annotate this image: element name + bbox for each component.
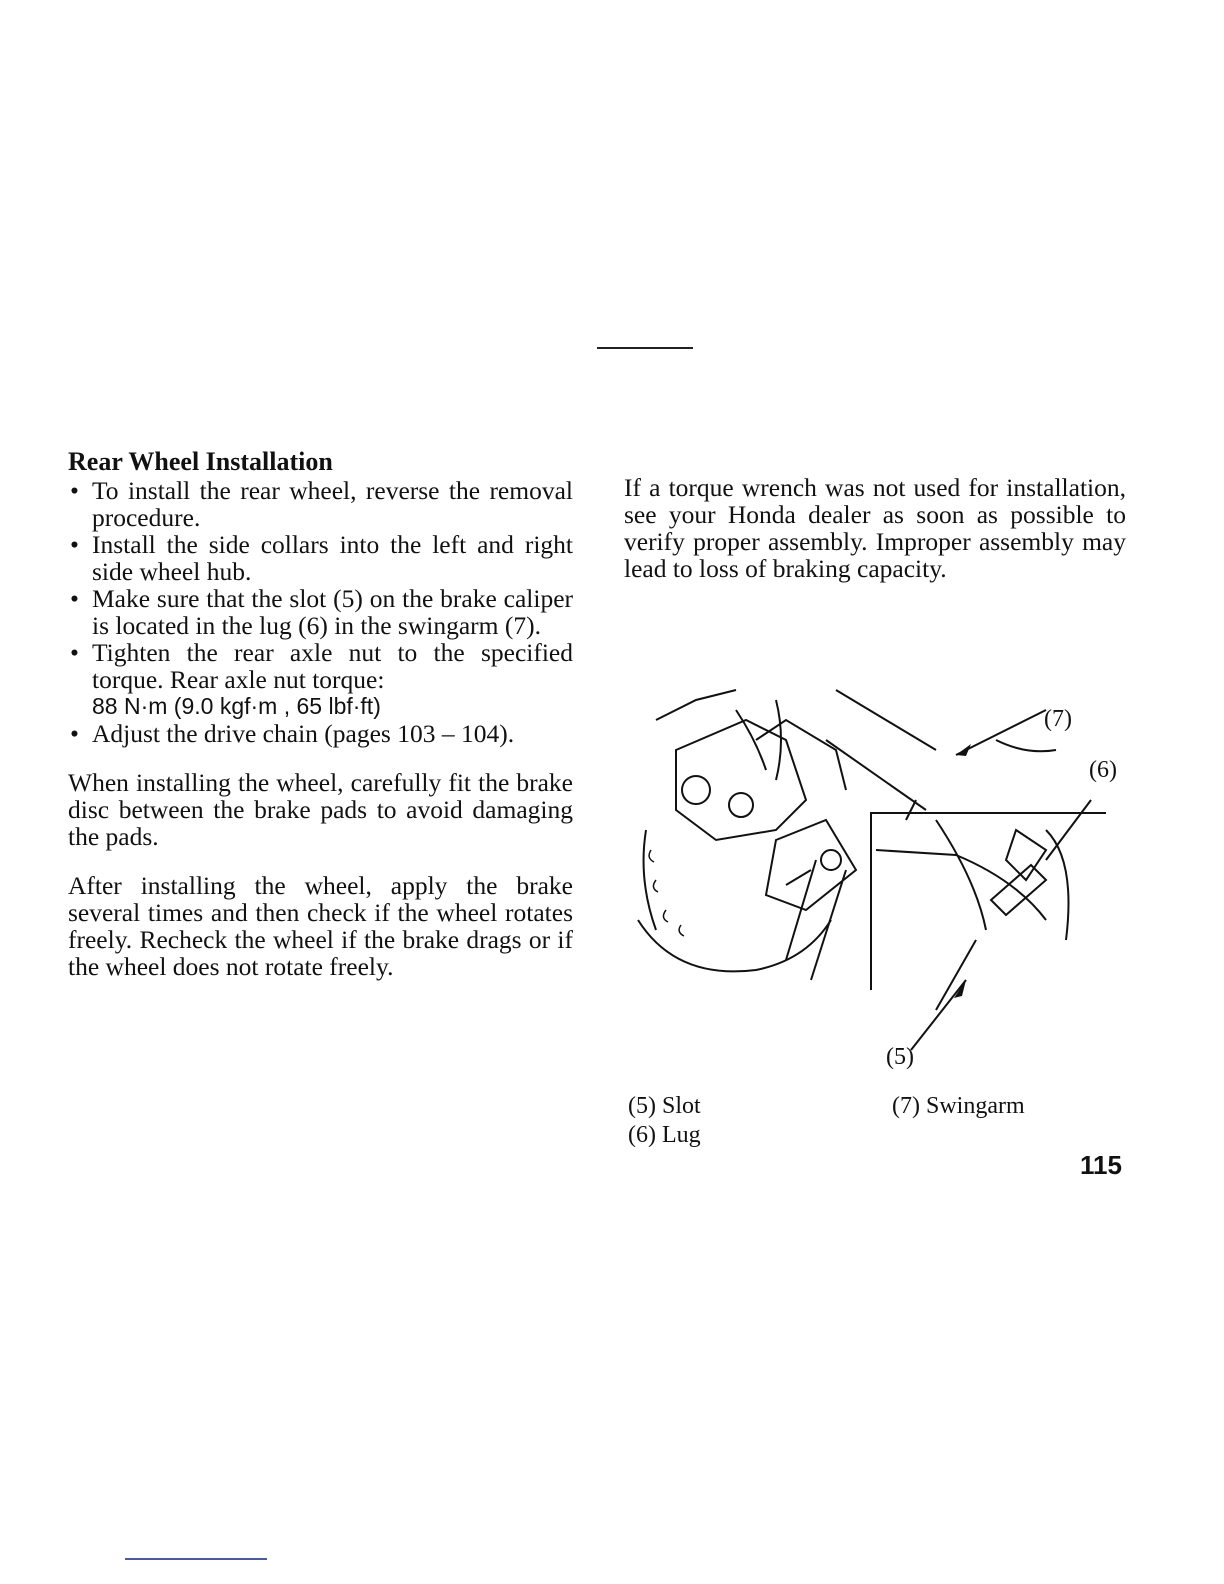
bullet-icon: •	[70, 584, 79, 613]
bullet-icon: •	[70, 719, 79, 748]
callout-lug: (6)	[1089, 757, 1117, 783]
bullet-icon: •	[70, 530, 79, 559]
instruction-list	[68, 477, 573, 747]
brake-caliper-illustration	[636, 680, 1126, 1070]
caption-swingarm: (7) Swingarm	[892, 1093, 1025, 1119]
caption-slot: (5) Slot	[628, 1093, 701, 1119]
bullet-icon: •	[70, 638, 79, 667]
list-item: • Install the side collars into the left and right side wheel hub.	[70, 530, 573, 586]
list-item: • To install the rear wheel, reverse the removal procedure.	[70, 476, 573, 532]
torque-wrench-note: If a torque wrench was not used for installation, see your Honda dealer as soon as possible to verify proper assembly. Improper assembly may lead to loss of braking capacity.	[624, 473, 1126, 583]
top-rule	[597, 347, 693, 349]
bottom-rule	[125, 1558, 267, 1560]
list-item: • Make sure that the slot (5) on the brake caliper is located in the lug (6) in the swingarm (7).	[70, 584, 573, 640]
list-item: • Adjust the drive chain (pages 103 – 104).	[70, 719, 515, 748]
section-heading: Rear Wheel Installation	[68, 447, 333, 476]
callout-slot: (5)	[886, 1044, 914, 1070]
install-caution-paragraph: When installing the wheel, carefully fit the brake disc between the brake pads to avoid damaging the pads.	[68, 768, 573, 851]
check-rotation-paragraph: After installing the wheel, apply the brake several times and then check if the wheel rotates freely. Recheck the wheel if the brake drags or if the wheel does not rotate freely.	[68, 871, 573, 981]
figure-captions-left	[628, 1092, 701, 1150]
torque-spec: 88 N·m (9.0 kgf·m , 65 lbf·ft)	[92, 693, 381, 719]
caption-lug: (6) Lug	[628, 1122, 701, 1148]
callout-swingarm: (7)	[1044, 706, 1072, 732]
bullet-icon: •	[70, 476, 79, 505]
page-number: 115	[1080, 1150, 1122, 1180]
list-item: • Tighten the rear axle nut to the specified torque. Rear axle nut torque:	[70, 638, 573, 694]
left-column	[68, 448, 573, 980]
